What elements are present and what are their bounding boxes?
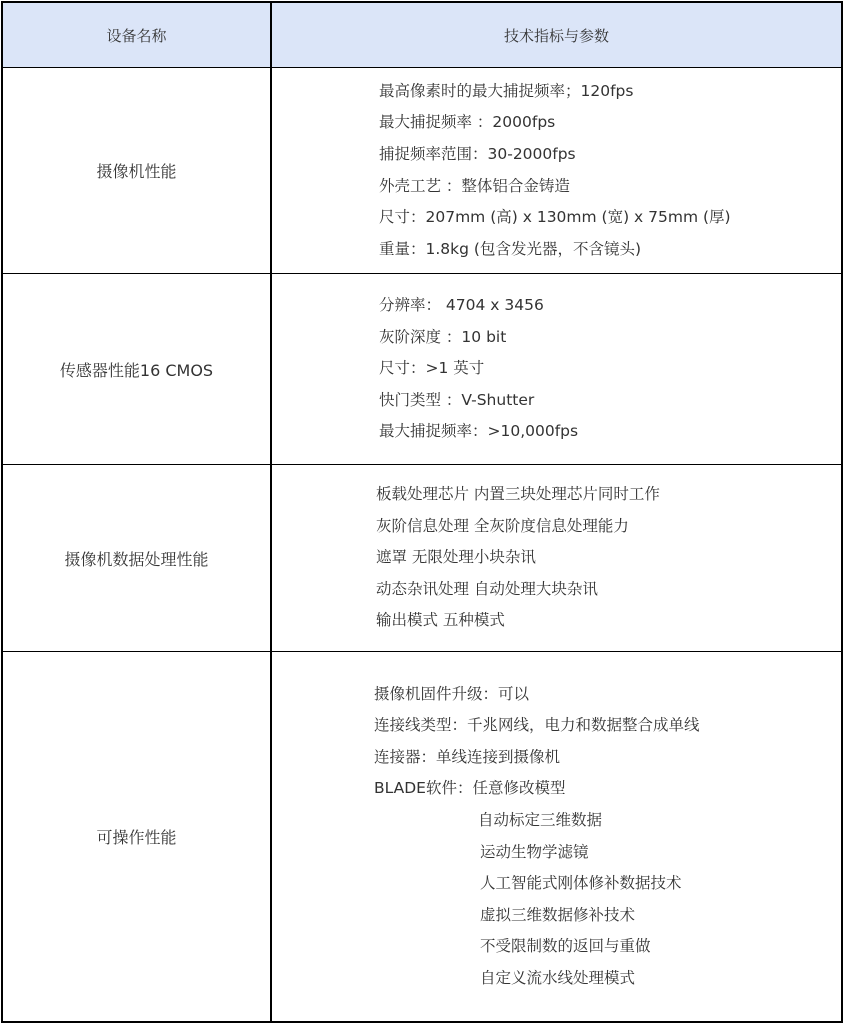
param-item: 灰阶信息处理 全灰阶度信息处理能力: [376, 516, 629, 535]
specs-cell: [271, 465, 842, 652]
table-row-operation: [2, 652, 842, 1023]
param-item: 尺寸：>1 英寸: [379, 359, 485, 378]
param-sub-item: 人工智能式刚体修补数据技术: [480, 874, 682, 893]
param-list: [272, 76, 841, 266]
param-item: 连接线类型：千兆网线，电力和数据整合成单线: [374, 716, 700, 735]
table-row-camera: [2, 68, 842, 274]
param-sub-item: 自动标定三维数据: [478, 810, 603, 829]
specs-cell: [271, 652, 842, 1023]
param-item: 输出模式 五种模式: [376, 611, 505, 630]
param-sub-item: 虚拟三维数据修补技术: [480, 905, 636, 924]
category-cell: 摄像机数据处理性能: [2, 465, 271, 652]
param-item: 尺寸：207mm (高) x 130mm (宽) x 75mm (厚): [379, 208, 731, 227]
param-item: 分辨率： 4704 x 3456: [379, 296, 544, 315]
spec-table: [1, 1, 843, 1023]
param-item: 捕捉频率范围：30-2000fps: [379, 144, 576, 163]
category-cell: 传感器性能16 CMOS: [2, 274, 271, 465]
header-specs: 技术指标与参数: [271, 2, 842, 68]
specs-cell: [271, 274, 842, 465]
param-item: 摄像机固件升级：可以: [374, 684, 530, 703]
param-item: 灰阶深度 ：10 bit: [379, 327, 507, 346]
param-item: 动态杂讯处理 自动处理大块杂讯: [376, 579, 598, 598]
category-cell: 摄像机性能: [2, 68, 271, 274]
param-list: [272, 479, 841, 637]
param-sub-item: 不受限制数的返回与重做: [480, 937, 651, 956]
param-item: 最高像素时的最大捕捉频率；120fps: [379, 81, 634, 100]
specs-cell: [271, 68, 842, 274]
param-item: 连接器：单线连接到摄像机: [374, 747, 561, 766]
param-item: 最大捕捉频率 ：2000fps: [379, 113, 556, 132]
header-row: [2, 2, 842, 68]
param-item: 板载处理芯片 内置三块处理芯片同时工作: [376, 485, 660, 504]
param-item: 重量：1.8kg (包含发光器，不含镜头): [379, 239, 641, 258]
param-item: 遮罩 无限处理小块杂讯: [376, 548, 536, 567]
param-list: [272, 679, 841, 995]
param-sub-item: 自定义流水线处理模式: [480, 968, 636, 987]
param-item: 最大捕捉频率：>10,000fps: [379, 422, 579, 441]
header-device-name: 设备名称: [2, 2, 271, 68]
table-row-sensor: [2, 274, 842, 465]
param-sub-item: 运动生物学滤镜: [480, 842, 589, 861]
table-row-processing: [2, 465, 842, 652]
param-item: BLADE软件：任意修改模型: [374, 779, 566, 798]
param-list: [272, 290, 841, 448]
param-item: 快门类型 ：V-Shutter: [379, 390, 535, 409]
category-cell: 可操作性能: [2, 652, 271, 1023]
table-header: [2, 2, 842, 68]
param-item: 外壳工艺 ：整体铝合金铸造: [379, 176, 570, 195]
